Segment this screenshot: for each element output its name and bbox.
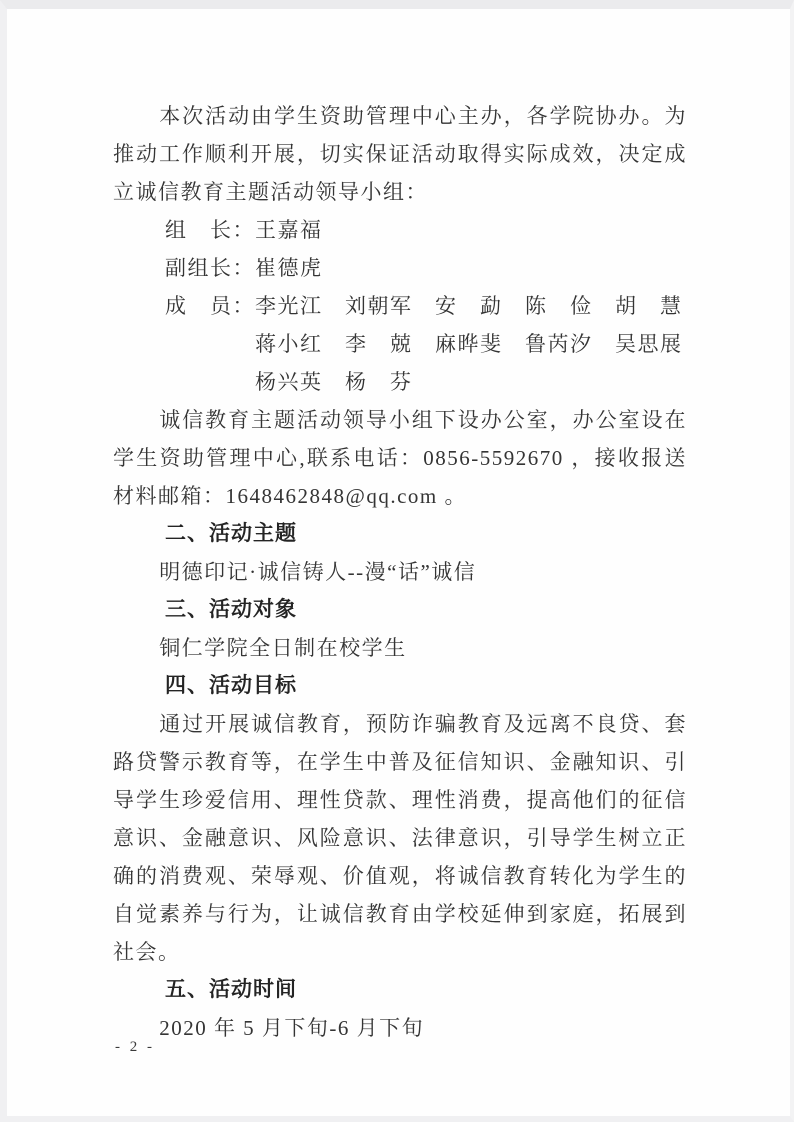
page-number: - 2 - (115, 1039, 155, 1055)
section-heading-activity-theme: 二、活动主题 (165, 522, 297, 545)
section-heading-activity-target-audience: 三、活动对象 (165, 598, 297, 621)
leader-label: 组 长： (165, 218, 255, 242)
members-row: 李光江 刘朝军 安 勐 陈 俭 胡 慧 (255, 294, 683, 318)
section-body-activity-theme: 明德印记·诚信铸人--漫“话”诚信 (159, 560, 477, 584)
intro-paragraph: 本次活动由学生资助管理中心主办，各学院协办。为推动工作顺利开展，切实保证活动取得实际成效，决定成立诚信教育主题活动领导小组： (113, 104, 687, 204)
deputy-leader-name: 崔德虎 (255, 256, 323, 280)
office-paragraph: 诚信教育主题活动领导小组下设办公室，办公室设在学生资助管理中心,联系电话：0856-5592670 ，接收报送材料邮箱：1648462848@qq.com 。 (113, 408, 687, 508)
members-label: 成 员： (165, 294, 255, 318)
deputy-leader-label: 副组长： (165, 256, 255, 280)
document-content (113, 97, 687, 1047)
deputy-leader-line (113, 249, 687, 287)
members-line-3 (113, 363, 687, 401)
section-body-activity-time: 2020 年 5 月下旬-6 月下旬 (159, 1016, 425, 1040)
members-row: 杨兴英 杨 芬 (255, 370, 413, 394)
section-heading-activity-goal: 四、活动目标 (165, 674, 297, 697)
members-line-1 (113, 287, 687, 325)
section-body-activity-target-audience: 铜仁学院全日制在校学生 (159, 636, 407, 660)
section-body-activity-goal: 通过开展诚信教育，预防诈骗教育及远离不良贷、套路贷警示教育等，在学生中普及征信知识、金融知识、引导学生珍爱信用、理性贷款、理性消费，提高他们的征信意识、金融意识、风险意识、法律意识，引导学生树立正确的消费观、荣辱观、价值观，将诚信教育转化为学生的自觉素养与行为，让诚信教育由学校延伸到家庭，拓展到社会。 (113, 712, 687, 964)
leader-name: 王嘉福 (255, 218, 323, 242)
leader-line (113, 211, 687, 249)
members-line-2 (113, 325, 687, 363)
members-row: 蒋小红 李 兢 麻晔斐 鲁芮汐 吴思展 (255, 332, 683, 356)
section-heading-activity-time: 五、活动时间 (165, 978, 297, 1001)
